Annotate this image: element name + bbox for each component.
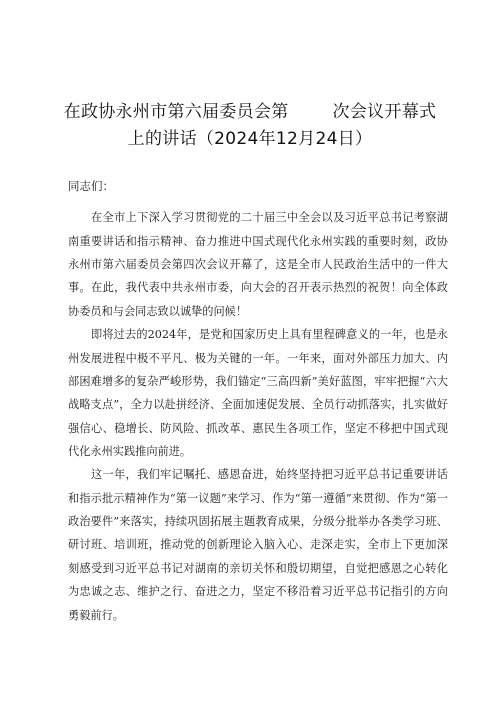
document-title-line-2: 上的讲话（2024年12月24日） <box>127 129 373 149</box>
title-part-1: 在政协永州市第六届委员会第 <box>63 102 289 122</box>
title-part-2: 次会议开幕式 <box>332 102 437 122</box>
body-paragraph: 即将过去的2024年，是党和国家历史上具有里程碑意义的一年，也是永州发展进程中极不平凡、极为关键的一年。一年来，面对外部压力加大、内部困难增多的复杂严峻形势，我们锚定“三高四新”美好蓝图，牢牢把握“六大战略支点”，全力以赴拼经济、全面加速促发展、全员行动抓落实，扎实做好强信心、稳增长、防风险、抓改革、惠民生各项工作，坚定不移把中国式现代化永州实践推向前进。 <box>68 328 448 459</box>
document-title-line-1 <box>0 97 500 122</box>
body-paragraph: 在全市上下深入学习贯彻党的二十届三中全会以及习近平总书记考察湖南重要讲话和指示精神、奋力推进中国式现代化永州实践的重要时刻，政协永州市第六届委员会第四次会议开幕了，这是全市人民政治生活中的一件大事。在此，我代表中共永州市委，向大会的召开表示热烈的祝贺！向全体政协委员和与会同志致以诚挚的问候！ <box>68 211 448 318</box>
salutation: 同志们： <box>68 179 114 193</box>
body-paragraph: 这一年，我们牢记嘱托、感恩奋进，始终坚持把习近平总书记重要讲话和指示批示精神作为“第一议题”来学习、作为“第一遵循”来贯彻、作为“第一政治要件”来落实，持续巩固拓展主题教育成果，分级分批举办各类学习班、研讨班、培训班，推动党的创新理论入脑入心、走深走实，全市上下更加深刻感受到习近平总书记对湖南的亲切关怀和殷切期望，自觉把感恩之心转化为忠诚之志、维护之行、奋进之力，坚定不移沿着习近平总书记指引的方向勇毅前行。 <box>68 468 448 622</box>
